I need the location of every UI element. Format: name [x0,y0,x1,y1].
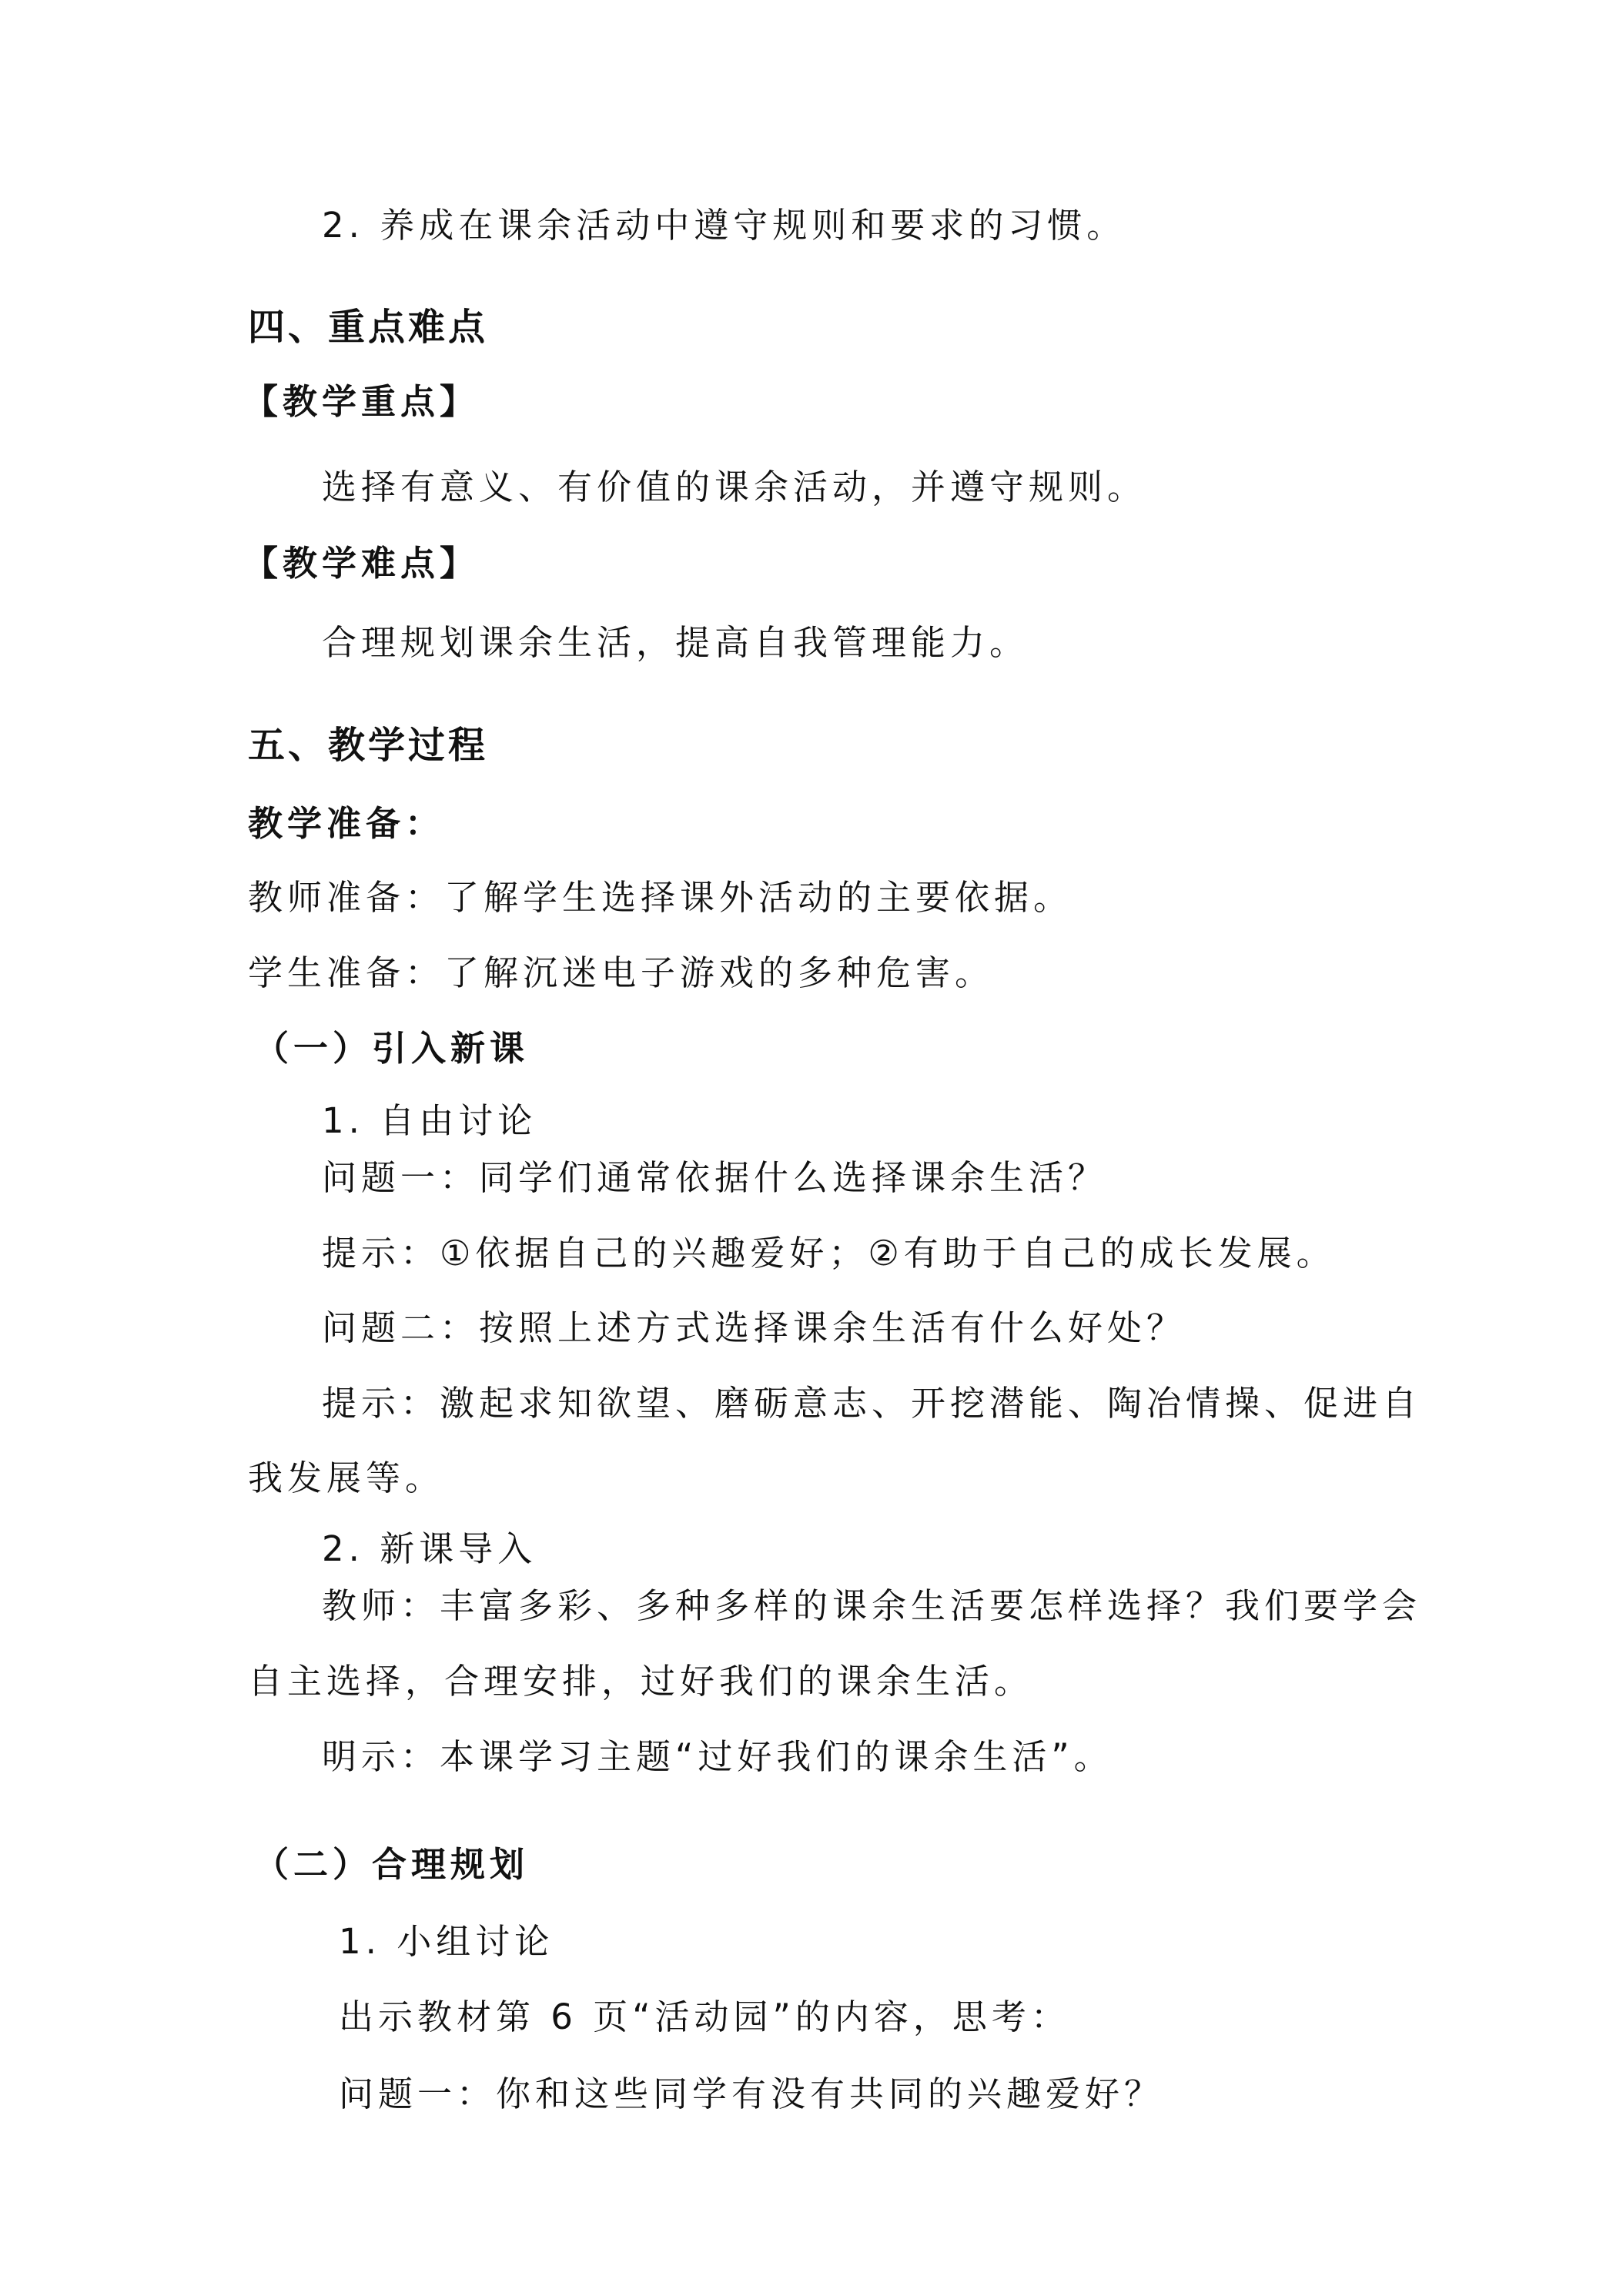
teacher-preparation: 教师准备：了解学生选择课外活动的主要依据。 [248,877,1073,918]
item-free-discussion: 1. 自由讨论 [322,1100,537,1141]
textbook-prompt: 出示教材第 6 页“活动园”的内容，思考： [339,1996,1070,2037]
section-heading-key-points: 四、重点难点 [248,306,489,349]
objective-item-2: 2. 养成在课余活动中遵守规则和要求的习惯。 [322,205,1126,246]
teacher-statement-continued: 自主选择，合理安排，过好我们的课余生活。 [248,1661,1034,1702]
student-preparation: 学生准备：了解沉迷电子游戏的多种危害。 [248,952,995,993]
subheading-teaching-focus: 【教学重点】 [243,381,480,422]
teaching-difficulty-text: 合理规划课余生活，提高自我管理能力。 [322,622,1029,663]
teaching-focus-text: 选择有意义、有价值的课余活动，并遵守规则。 [322,467,1147,507]
group-question-one: 问题一：你和这些同学有没有共同的兴趣爱好？ [339,2073,1164,2114]
subheading-preparation: 教学准备： [248,803,445,844]
subheading-introduction: （一）引入新课 [254,1028,530,1069]
hint-one: 提示：①依据自己的兴趣爱好；②有助于自己的成长发展。 [322,1233,1336,1274]
section-heading-teaching-process: 五、教学过程 [248,724,489,767]
subheading-reasonable-planning: （二）合理规划 [254,1844,530,1885]
hint-two-continued: 我发展等。 [248,1458,445,1498]
teacher-statement: 教师：丰富多彩、多种多样的课余生活要怎样选择？我们要学会 [322,1585,1422,1626]
question-one: 问题一：同学们通常依据什么选择课余生活？ [322,1157,1108,1198]
item-group-discussion: 1. 小组讨论 [339,1921,554,1962]
lesson-theme: 明示：本课学习主题“过好我们的课余生活”。 [322,1736,1113,1777]
hint-two: 提示：激起求知欲望、磨砺意志、开挖潜能、陶冶情操、促进自 [322,1383,1422,1424]
subheading-teaching-difficulty: 【教学难点】 [243,543,480,584]
question-two: 问题二：按照上述方式选择课余生活有什么好处？ [322,1307,1186,1348]
item-new-lesson-intro: 2. 新课导入 [322,1528,537,1569]
